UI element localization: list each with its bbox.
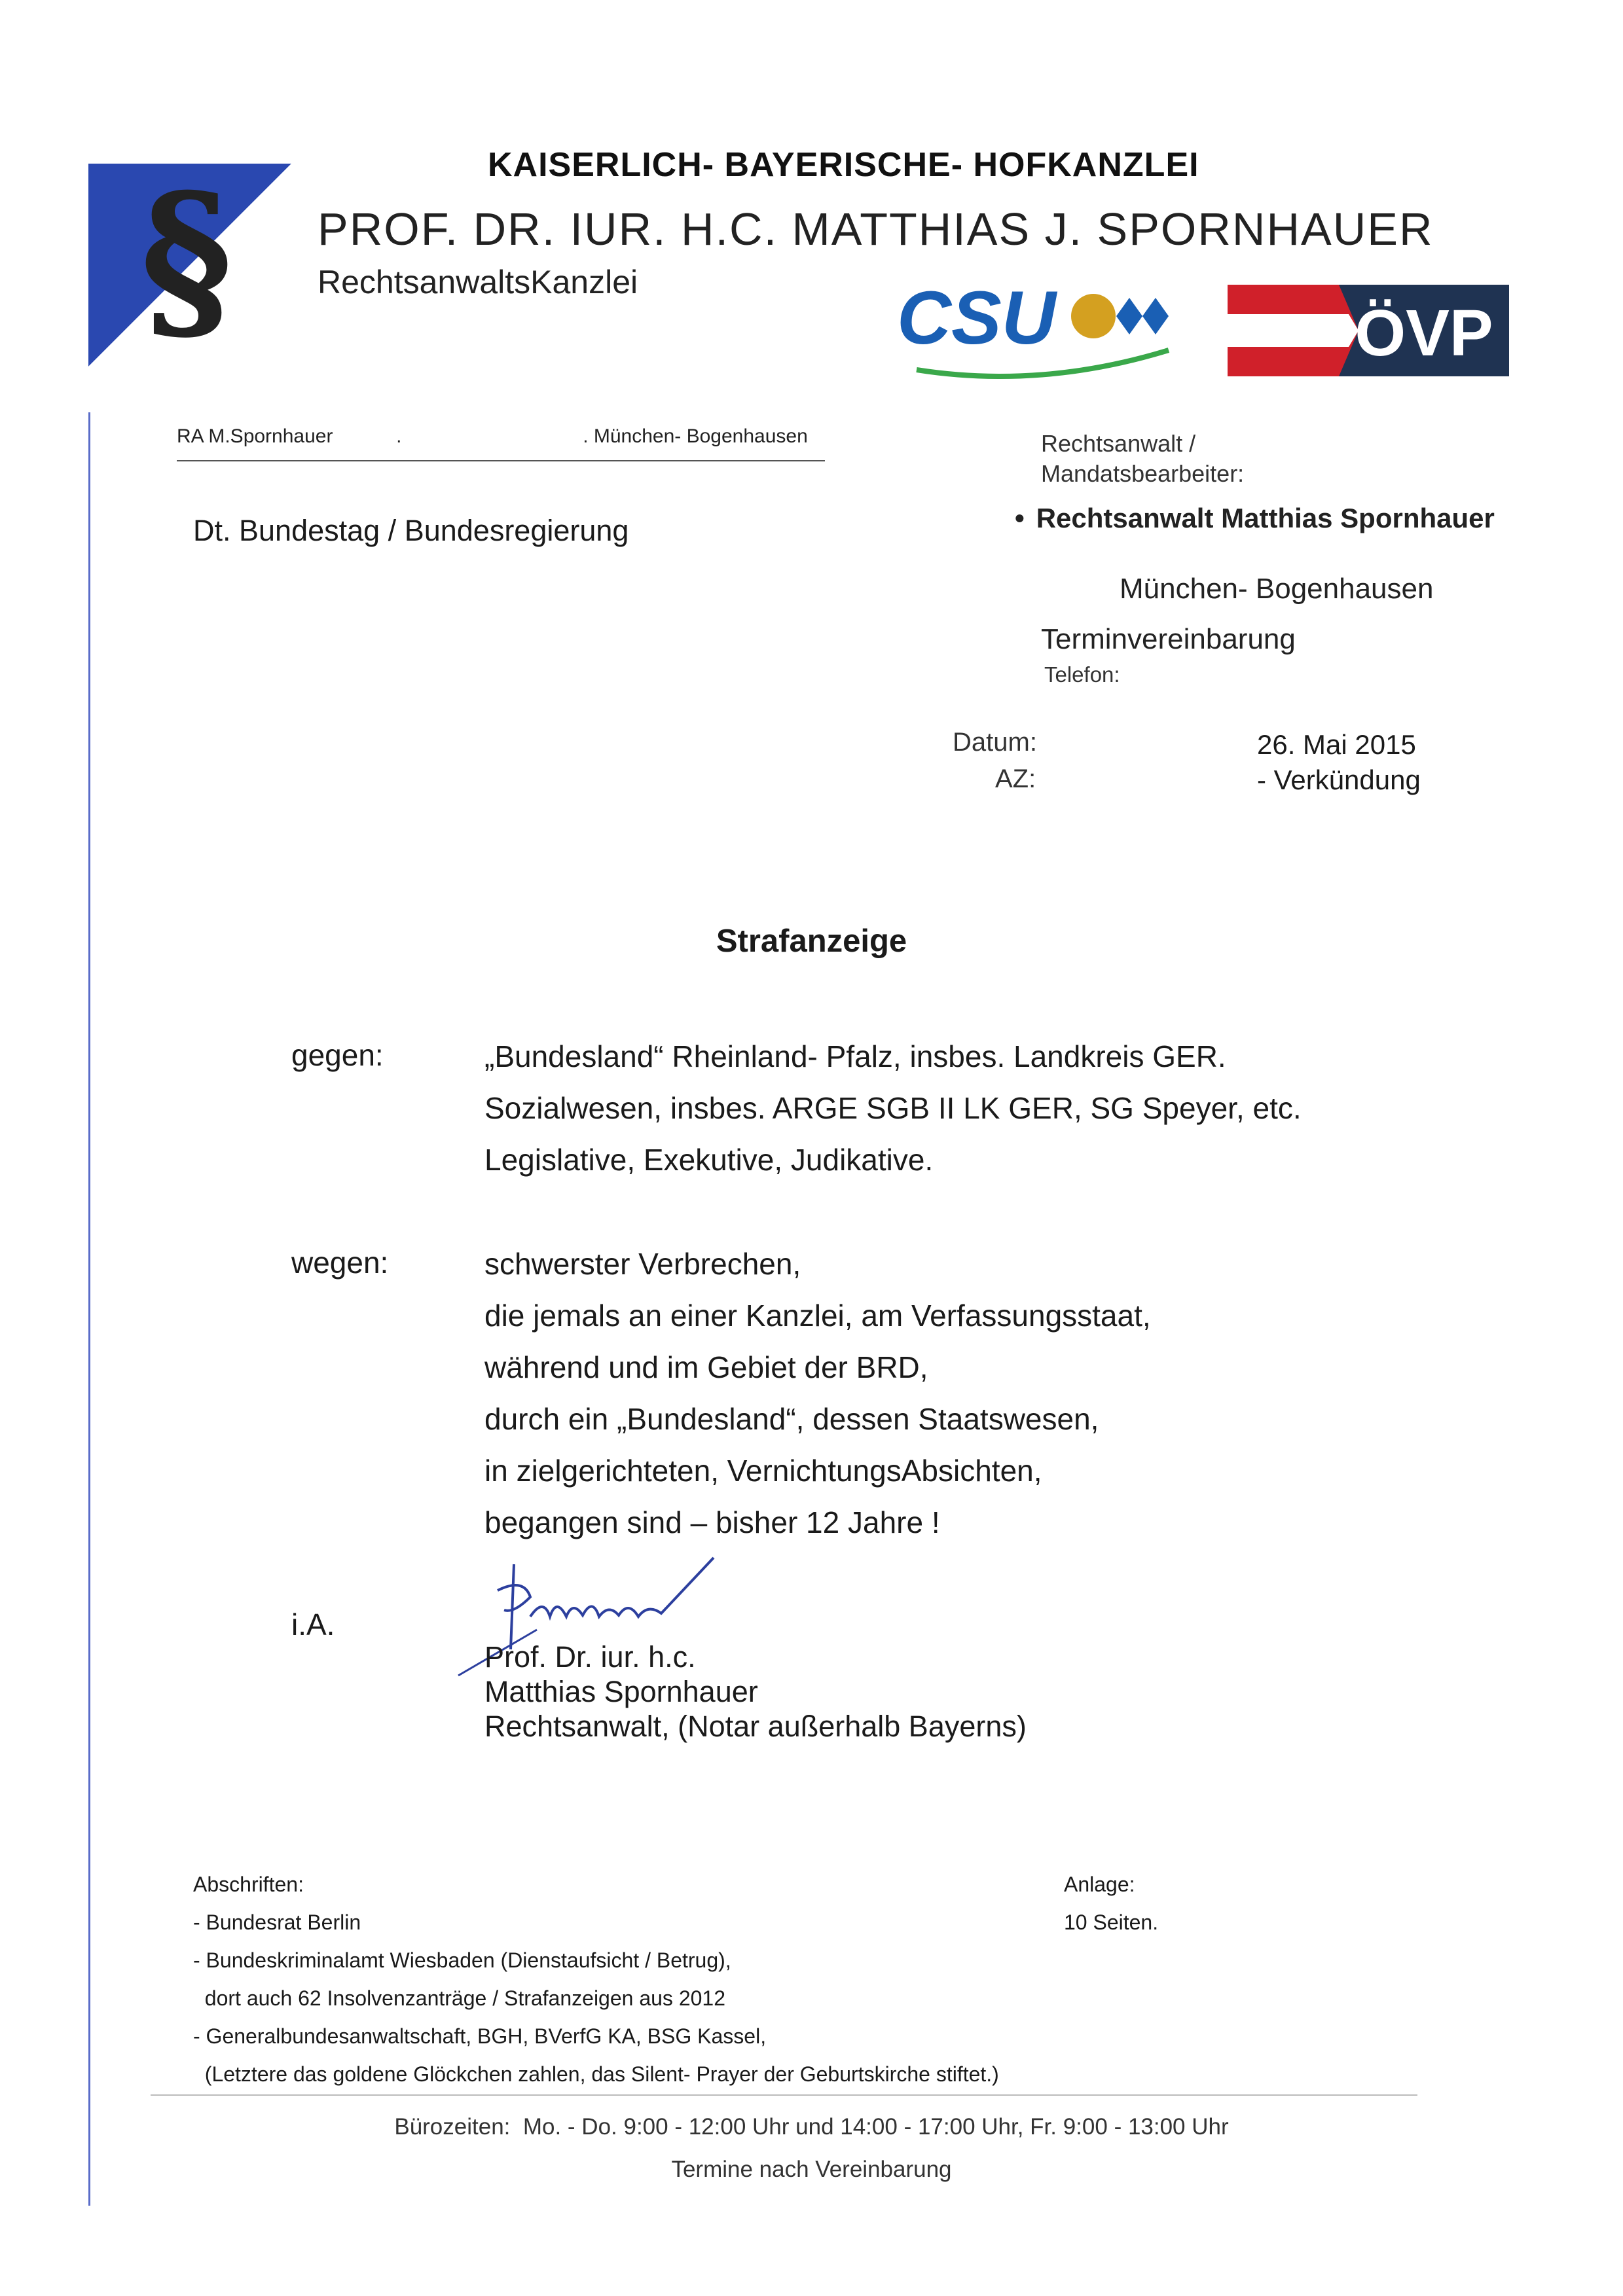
paragraph-logo	[88, 164, 291, 367]
oevp-text: ÖVP	[1355, 296, 1493, 370]
signature-role: Rechtsanwalt, (Notar außerhalb Bayerns)	[484, 1710, 1027, 1743]
gegen-block	[484, 1031, 1302, 1186]
signature-block	[484, 1640, 1027, 1744]
paragraph-symbol: §	[140, 164, 233, 363]
copies-line: dort auch 62 Insolvenzanträge / Strafanzeigen aus 2012	[193, 1986, 725, 2010]
contact-label-line2: Mandatsbearbeiter:	[1041, 460, 1245, 487]
sender-dot: .	[396, 425, 402, 447]
bullet-icon: •	[1015, 503, 1025, 533]
reference-label: AZ:	[995, 764, 1036, 793]
contact-name-line	[1015, 503, 1495, 534]
recipient: Dt. Bundestag / Bundesregierung	[193, 514, 629, 547]
wegen-line: begangen sind – bisher 12 Jahre !	[484, 1505, 940, 1539]
copies-line: - Bundeskriminalamt Wiesbaden (Dienstaufsicht / Betrug),	[193, 1948, 731, 1972]
appointment-note: Termine nach Vereinbarung	[671, 2157, 952, 2182]
document-title: Strafanzeige	[716, 924, 907, 959]
footer-rule	[151, 2094, 1417, 2096]
attachment-label: Anlage:	[1064, 1873, 1135, 1896]
firm-owner: PROF. DR. IUR. H.C. MATTHIAS J. SPORNHAUER	[318, 204, 1434, 255]
date-label: Datum:	[953, 728, 1037, 757]
sender-name: RA M.Spornhauer	[177, 425, 333, 447]
firm-subtitle: RechtsanwaltsKanzlei	[318, 264, 638, 300]
wegen-line: während und im Gebiet der BRD,	[484, 1350, 928, 1384]
office-hours: Bürozeiten: Mo. - Do. 9:00 - 12:00 Uhr und 14:00 - 17:00 Uhr, Fr. 9:00 - 13:00 Uhr	[394, 2114, 1229, 2140]
reference-value: - Verkündung	[1257, 764, 1421, 795]
contact-appointment: Terminvereinbarung	[1041, 623, 1296, 655]
copies-label: Abschriften:	[193, 1873, 304, 1896]
wegen-line: die jemals an einer Kanzlei, am Verfassungsstaat,	[484, 1299, 1151, 1333]
sender-line	[177, 425, 808, 448]
wegen-line: durch ein „Bundesland“, dessen Staatswesen,	[484, 1402, 1099, 1436]
wegen-line: schwerster Verbrechen,	[484, 1247, 801, 1281]
signature-name: Matthias Spornhauer	[484, 1675, 758, 1708]
copies-block	[193, 1865, 999, 2093]
wegen-line: in zielgerichteten, VernichtungsAbsichten,	[484, 1454, 1042, 1488]
gegen-line: Sozialwesen, insbes. ARGE SGB II LK GER, SG Speyer, etc.	[484, 1091, 1302, 1125]
copies-line: (Letztere das goldene Glöckchen zahlen, das Silent- Prayer der Geburtskirche stiftet.)	[193, 2062, 999, 2086]
copies-line: - Bundesrat Berlin	[193, 1910, 361, 1934]
ia-label: i.A.	[291, 1607, 335, 1641]
contact-label-line1: Rechtsanwalt /	[1041, 430, 1196, 457]
margin-rule	[88, 412, 90, 2206]
attachment-value: 10 Seiten.	[1064, 1910, 1159, 1934]
csu-text: CSU	[897, 278, 1056, 360]
sender-rule	[177, 460, 825, 461]
contact-label	[1041, 429, 1244, 489]
gegen-line: Legislative, Exekutive, Judikative.	[484, 1143, 934, 1177]
signature-title: Prof. Dr. iur. h.c.	[484, 1640, 696, 1674]
contact-city: München- Bogenhausen	[1120, 573, 1434, 605]
attachment-block	[1064, 1865, 1158, 1941]
csu-logo	[897, 278, 1172, 383]
sender-city: . München- Bogenhausen	[583, 425, 808, 447]
firm-title: KAISERLICH- BAYERISCHE- HOFKANZLEI	[488, 146, 1199, 184]
gegen-label: gegen:	[291, 1038, 384, 1072]
wegen-block	[484, 1238, 1151, 1549]
contact-phone-label: Telefon:	[1044, 662, 1120, 687]
contact-name: Rechtsanwalt Matthias Spornhauer	[1036, 503, 1495, 533]
wegen-label: wegen:	[291, 1246, 389, 1280]
copies-line: - Generalbundesanwaltschaft, BGH, BVerfG KA, BSG Kassel,	[193, 2024, 767, 2048]
date-value: 26. Mai 2015	[1257, 729, 1416, 760]
oevp-logo	[1228, 285, 1509, 376]
gegen-line: „Bundesland“ Rheinland- Pfalz, insbes. Landkreis GER.	[484, 1039, 1226, 1073]
